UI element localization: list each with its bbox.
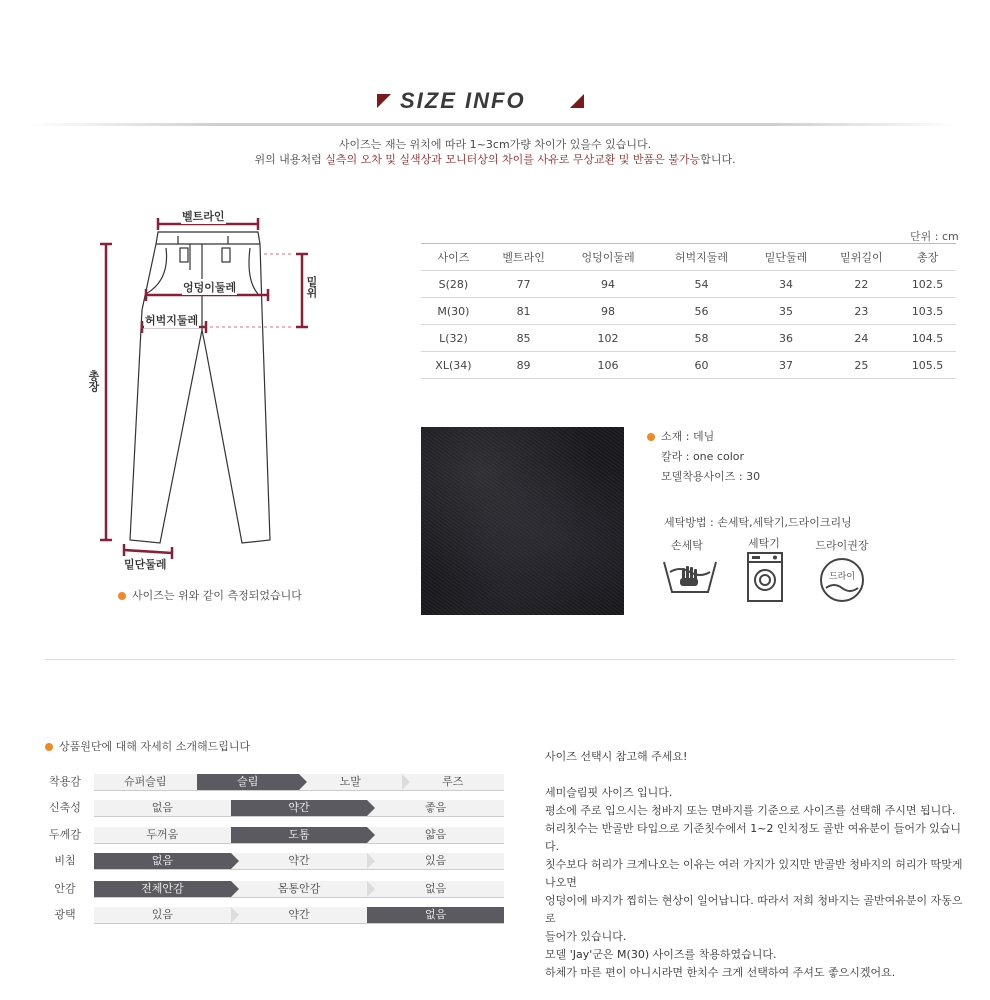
table-cell: 104.5 xyxy=(899,325,956,352)
notice-text-b: 합니다. xyxy=(700,153,736,166)
table-cell: S(28) xyxy=(421,271,486,298)
feature-option-selected: 약간 xyxy=(231,800,368,816)
table-cell: 105.5 xyxy=(899,352,956,379)
feature-option: 약간 xyxy=(288,908,310,921)
table-cell: 102.5 xyxy=(899,271,956,298)
feature-row xyxy=(45,774,505,790)
pants-outline-icon xyxy=(80,210,320,570)
feature-option-selected: 도톰 xyxy=(231,827,368,843)
size-guide-lines xyxy=(545,784,965,982)
size-guide-line: 하체가 마른 편이 아니시라면 한치수 크게 선택하여 주셔도 좋으시겠어요. xyxy=(545,966,896,979)
title-right-triangle-icon xyxy=(570,94,584,108)
size-table-header-cell: 허벅지둘레 xyxy=(655,244,748,271)
feature-option: 두꺼움 xyxy=(146,828,179,841)
feature-row xyxy=(45,800,505,816)
dry-clean-inner-text: 드라이 xyxy=(828,572,856,582)
feature-option: 약간 xyxy=(288,854,310,867)
table-cell: 25 xyxy=(824,352,899,379)
measure-note xyxy=(118,587,302,603)
wash-method-spec: 세탁방법 : 손세탁,세탁기,드라이크리닝 xyxy=(664,516,852,529)
feature-option: 있음 xyxy=(151,908,173,921)
size-guide-line: 허리칫수는 반골반 타입으로 기준칫수에서 1~2 인치정도 골반 여유분이 들어가 있습니다. xyxy=(545,822,961,853)
size-guide-line: 들어가 있습니다. xyxy=(545,930,627,943)
table-cell: M(30) xyxy=(421,298,486,325)
machine-wash-label: 세탁기 xyxy=(748,537,780,550)
fabric-features-title xyxy=(45,738,250,754)
size-table-header-cell: 사이즈 xyxy=(421,244,486,271)
size-table-header-cell: 엉덩이둘레 xyxy=(561,244,654,271)
feature-option-selected: 슬림 xyxy=(197,774,300,790)
size-table xyxy=(421,243,956,379)
page-title: SIZE INFO xyxy=(400,88,526,113)
size-guide-line: 세미슬림핏 사이즈 입니다. xyxy=(545,786,673,799)
feature-option-selected: 없음 xyxy=(94,853,231,869)
fabric-features-title-text: 상품원단에 대해 자세히 소개해드립니다 xyxy=(59,740,251,753)
unit-label: 단위 : cm xyxy=(910,230,959,243)
feature-option-selected: 없음 xyxy=(367,907,504,923)
table-cell: L(32) xyxy=(421,325,486,352)
table-cell: 77 xyxy=(486,271,561,298)
feature-row xyxy=(45,881,505,897)
dry-clean-icon xyxy=(818,556,866,604)
table-cell: 89 xyxy=(486,352,561,379)
hand-wash-label: 손세탁 xyxy=(671,539,703,552)
feature-option-selected: 전체안감 xyxy=(94,881,231,897)
bullet-icon xyxy=(647,433,655,441)
feature-option: 슈퍼슬림 xyxy=(123,775,167,788)
total-length-label xyxy=(86,370,98,396)
bullet-icon xyxy=(118,592,126,600)
dry-clean-label: 드라이권장 xyxy=(815,539,869,552)
size-guide-line: 평소에 주로 입으시는 청바지 또는 면바지를 기준으로 사이즈를 선택해 주시면 됩니다. xyxy=(545,804,956,817)
size-guide-heading: 사이즈 선택시 참고해 주세요! xyxy=(545,750,688,763)
rise-label xyxy=(304,276,316,302)
notice-line-2 xyxy=(0,151,990,167)
hip-label: 엉덩이둘레 xyxy=(183,281,237,294)
feature-name: 착용감 xyxy=(49,775,81,788)
hand-wash-icon xyxy=(660,556,720,602)
table-cell: 85 xyxy=(486,325,561,352)
size-guide-line: 모델 'Jay'군은 M(30) 사이즈를 착용하였습니다. xyxy=(545,948,777,961)
table-cell: 56 xyxy=(655,298,748,325)
size-table-body xyxy=(421,271,956,379)
feature-option: 있음 xyxy=(425,854,447,867)
fabric-swatch-image xyxy=(421,427,624,615)
table-cell: 24 xyxy=(824,325,899,352)
feature-row xyxy=(45,853,505,869)
feature-name: 안감 xyxy=(54,882,76,895)
bullet-icon xyxy=(45,743,53,751)
table-row xyxy=(421,352,956,379)
feature-name: 비침 xyxy=(54,854,76,867)
feature-row xyxy=(45,907,505,923)
table-row xyxy=(421,325,956,352)
table-cell: 22 xyxy=(824,271,899,298)
feature-option: 얇음 xyxy=(425,828,447,841)
size-guide-line: 칫수보다 허리가 크게나오는 이유는 여러 가지가 있지만 반골반 청바지의 허리가 딱맞게 나오면 xyxy=(545,858,963,889)
material-text: 소재 : 데님 xyxy=(661,430,715,443)
rise-text: 밑위 xyxy=(305,276,318,298)
notice-line-1: 사이즈는 재는 위치에 따라 1~3cm가량 차이가 있을수 있습니다. xyxy=(338,138,652,151)
section-divider xyxy=(45,659,955,660)
size-table-header xyxy=(421,244,956,271)
feature-bar xyxy=(94,907,504,924)
table-cell: 106 xyxy=(561,352,654,379)
table-cell: 58 xyxy=(655,325,748,352)
feature-option: 루즈 xyxy=(442,775,464,788)
feature-bar xyxy=(94,853,504,870)
feature-name: 두께감 xyxy=(49,828,81,841)
table-cell: 102 xyxy=(561,325,654,352)
feature-name: 신축성 xyxy=(49,801,81,814)
measure-note-text: 사이즈는 위와 같이 측정되었습니다 xyxy=(132,589,302,602)
table-cell: 35 xyxy=(748,298,823,325)
table-cell: 60 xyxy=(655,352,748,379)
table-cell: 54 xyxy=(655,271,748,298)
table-cell: 37 xyxy=(748,352,823,379)
table-cell: 103.5 xyxy=(899,298,956,325)
feature-bar xyxy=(94,774,504,791)
model-size-spec: 모델착용사이즈 : 30 xyxy=(661,470,761,483)
size-table-header-cell: 밑위길이 xyxy=(824,244,899,271)
table-row xyxy=(421,298,956,325)
table-cell: XL(34) xyxy=(421,352,486,379)
feature-row xyxy=(45,827,505,843)
thigh-label: 허벅지둘레 xyxy=(145,314,199,327)
feature-name: 광택 xyxy=(54,908,76,921)
size-guide xyxy=(545,748,965,982)
washing-machine-icon xyxy=(745,550,785,604)
hem-label: 밑단둘레 xyxy=(124,558,167,571)
table-cell: 81 xyxy=(486,298,561,325)
size-guide-line: 엉덩이에 바지가 찝히는 현상이 일어납니다. 따라서 저희 청바지는 골반여유분이 자동으로 xyxy=(545,894,963,925)
title-left-triangle-icon xyxy=(377,94,391,108)
size-info-header xyxy=(0,82,990,122)
notice-text-a: 위의 내용처럼 xyxy=(254,153,326,166)
total-length-text: 총장 xyxy=(87,370,100,392)
notice-warning: 실측의 오차 및 실색상과 모니터상의 차이를 사유로 무상교환 및 반품은 불가능 xyxy=(325,153,701,166)
table-cell: 34 xyxy=(748,271,823,298)
table-cell: 98 xyxy=(561,298,654,325)
feature-bar xyxy=(94,827,504,844)
size-table-header-cell: 밑단둘레 xyxy=(748,244,823,271)
size-table-header-cell: 벨트라인 xyxy=(486,244,561,271)
feature-option: 없음 xyxy=(151,801,173,814)
feature-bar xyxy=(94,800,504,817)
size-table-header-cell: 총장 xyxy=(899,244,956,271)
feature-option: 좋음 xyxy=(425,801,447,814)
feature-option: 없음 xyxy=(425,882,447,895)
table-cell: 36 xyxy=(748,325,823,352)
feature-option: 노말 xyxy=(339,775,361,788)
belt-line-label: 벨트라인 xyxy=(182,210,225,223)
color-spec: 칼라 : one color xyxy=(661,450,745,463)
material-spec xyxy=(647,428,714,444)
title-divider xyxy=(30,123,960,126)
table-cell: 94 xyxy=(561,271,654,298)
table-cell: 23 xyxy=(824,298,899,325)
pants-diagram xyxy=(80,210,320,590)
feature-bar xyxy=(94,881,504,898)
feature-option: 몸통안감 xyxy=(277,882,321,895)
table-row xyxy=(421,271,956,298)
